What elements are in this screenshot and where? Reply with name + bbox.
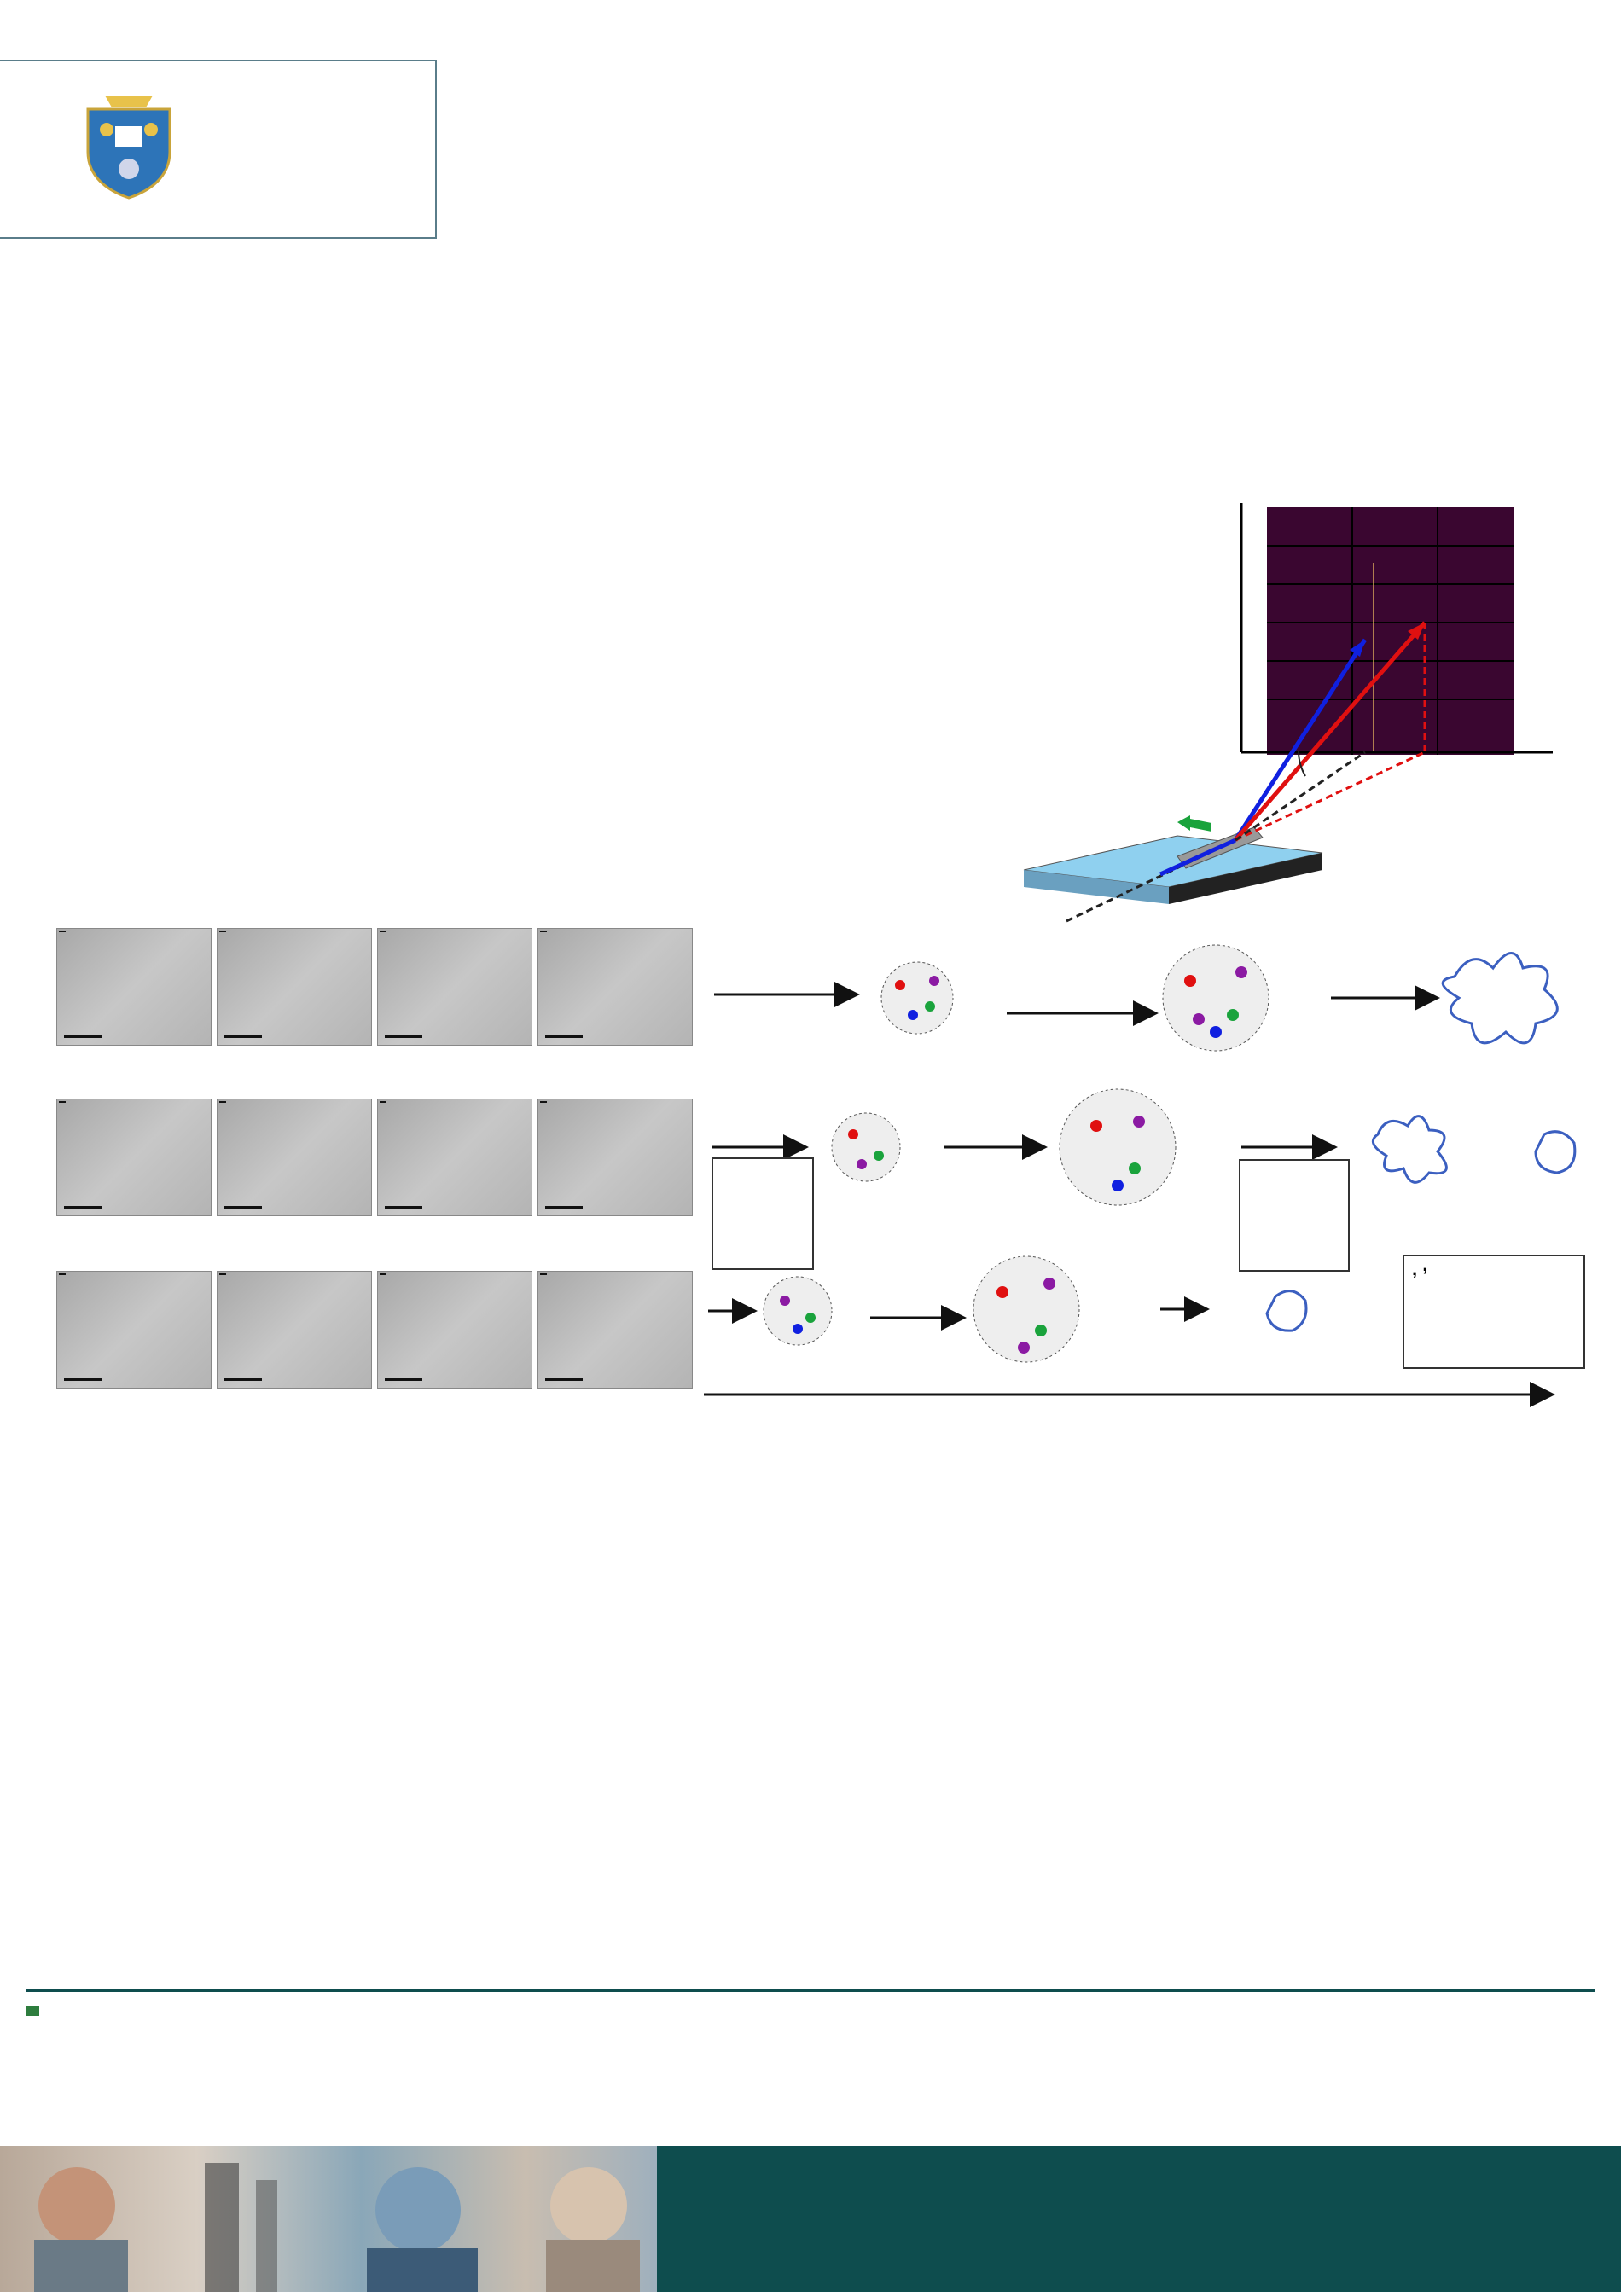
- micrograph: [217, 1271, 372, 1389]
- cluster-small: [764, 1277, 832, 1345]
- crystal-shape: [1267, 1291, 1306, 1331]
- cluster-small: [832, 1113, 900, 1181]
- micrograph: [56, 928, 212, 1046]
- cluster-large: [973, 1256, 1079, 1362]
- university-crest-icon: [81, 92, 177, 200]
- crystal-shape: [1373, 1116, 1446, 1183]
- footer-slogan-panel: [657, 2146, 1621, 2292]
- nucleation-scheme: [704, 921, 1600, 1424]
- micrograph: [537, 1271, 693, 1389]
- people-photo-collage: [0, 2146, 657, 2292]
- altered-label: , ,: [1412, 1254, 1428, 1279]
- micrograph: [56, 1099, 212, 1216]
- crystal-shape: [1443, 954, 1557, 1043]
- micrograph: [377, 1271, 532, 1389]
- micrograph: [537, 928, 693, 1046]
- divider: [26, 1989, 1595, 1992]
- micrograph: [537, 1099, 693, 1216]
- cluster-small: [881, 962, 953, 1034]
- cluster-large: [1163, 945, 1269, 1051]
- footer-banner: [0, 2146, 1621, 2292]
- crystal-shape: [1536, 1132, 1575, 1173]
- gisaxs-surface-plots: [34, 1441, 290, 1919]
- micrograph: [377, 928, 532, 1046]
- footer-photo-strip: [0, 2146, 657, 2292]
- university-logo-frame: [0, 60, 437, 239]
- micrograph: [56, 1271, 212, 1389]
- gisaxs-fit-chart: [290, 1441, 623, 1936]
- microscopy-grid: [56, 928, 698, 1423]
- micrograph: [377, 1099, 532, 1216]
- journal-logo: [26, 2006, 87, 2049]
- cluster-large: [1060, 1089, 1176, 1205]
- micrograph: [217, 1099, 372, 1216]
- gisaxs-setup-diagram: [1007, 495, 1604, 938]
- micrograph: [217, 928, 372, 1046]
- particle-evolution-chart: [1126, 1441, 1604, 1936]
